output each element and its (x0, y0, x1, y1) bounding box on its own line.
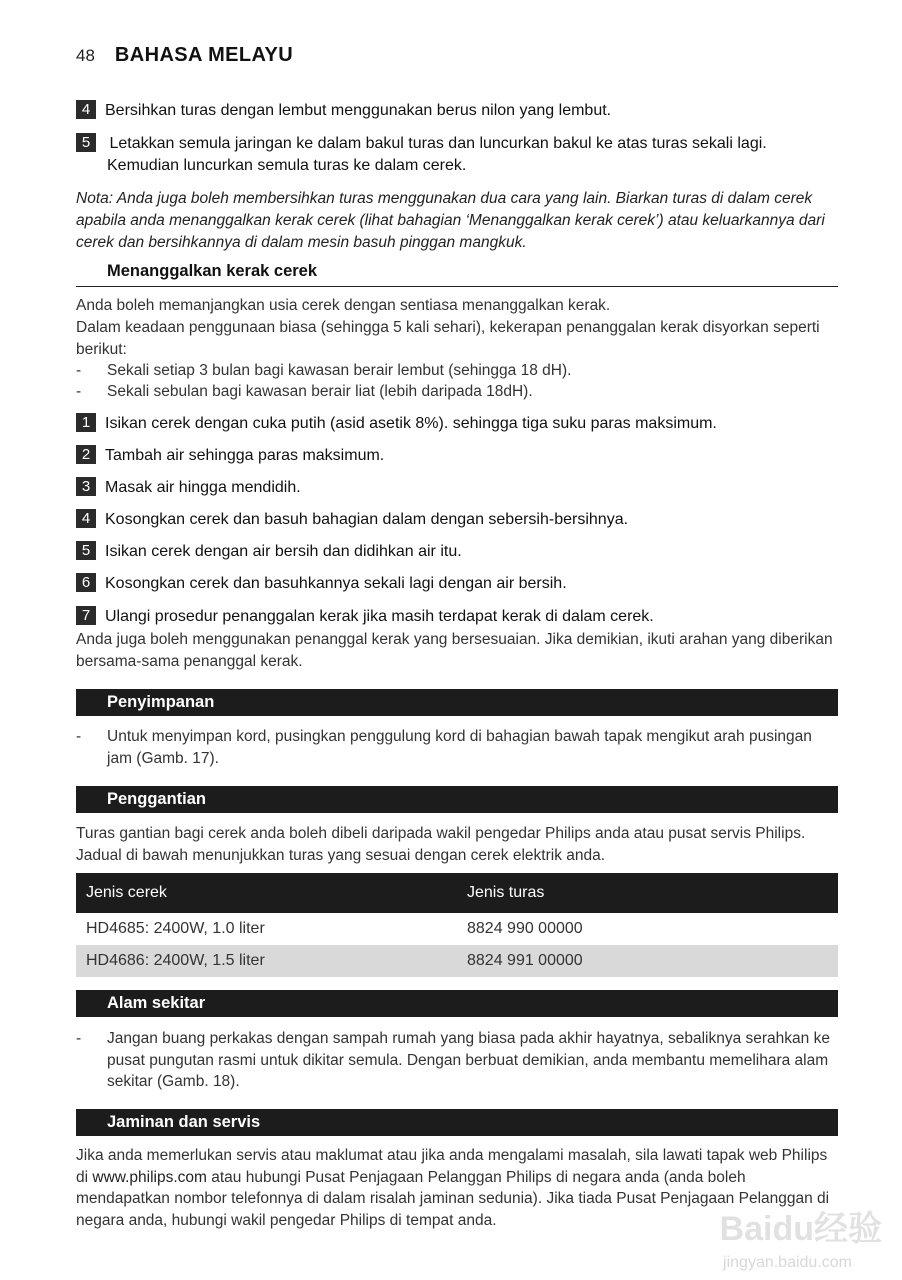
environment-bullet: - Jangan buang perkakas dengan sampah rumah yang biasa pada akhir hayatnya, sebaliknya serahkan ke pusat pungutan rasmi untuk dikitar semula. Dengan berbuat demikian, anda membantu memelihara alam sekitar (Gamb. 18). (76, 1030, 830, 1090)
storage-bullet: - Untuk menyimpan kord, pusingkan penggulung kord di bahagian bawah tapak mengikut arah pusingan jam (Gamb. 17). (76, 728, 812, 767)
section-bar-storage (76, 689, 838, 716)
section-bar-environment (76, 990, 838, 1017)
table-cell: 8824 990 00000 (467, 920, 583, 937)
page-number: 48 (76, 46, 95, 65)
descale-intro-2: Dalam keadaan penggunaan biasa (sehingga 5 kali sehari), kekerapan penanggalan kerak disyorkan seperti berikut: (76, 319, 820, 358)
step-text-continued: Kemudian luncurkan semula turas ke dalam cerek. (107, 157, 467, 174)
step-number: 5 (76, 133, 96, 152)
watermark-logo: Baidu经验 (719, 1210, 882, 1248)
environment-heading: Alam sekitar (107, 994, 206, 1012)
descale-step-2 (76, 445, 838, 467)
step-text: Isikan cerek dengan cuka putih (asid asetik 8%). sehingga tiga suku paras maksimum. (105, 415, 717, 432)
step-top-4 (76, 100, 838, 122)
table-header-kettle: Jenis cerek (76, 873, 457, 913)
step-text: Letakkan semula jaringan ke dalam bakul turas dan luncurkan bakul ke atas turas sekali lagi. (105, 135, 767, 152)
filter-table (76, 873, 838, 977)
table-header-row (76, 873, 838, 913)
step-number: 6 (76, 573, 96, 592)
step-number: 4 (76, 100, 96, 119)
step-top-5 (76, 133, 838, 177)
step-text: Kosongkan cerek dan basuh bahagian dalam dengan sebersih-bersihnya. (105, 511, 629, 528)
descale-bullet-2: - Sekali sebulan bagi kawasan berair liat (lebih daripada 18dH). (76, 383, 533, 400)
page-header (76, 44, 293, 67)
step-number: 7 (76, 606, 96, 625)
note-text: Nota: Anda juga boleh membersihkan turas menggunakan dua cara yang lain. Biarkan turas di dalam cerek apabila anda menanggalkan kerak cerek (lihat bahagian ‘Menanggalkan kerak cerek’) atau keluarkannya dari cerek dan bersihkannya di dalam mesin basuh pinggan mangkuk. (76, 190, 825, 251)
step-text: Kosongkan cerek dan basuhkannya sekali lagi dengan air bersih. (105, 575, 567, 592)
step-text: Isikan cerek dengan air bersih dan didihkan air itu. (105, 543, 462, 560)
descale-step-1 (76, 413, 838, 435)
step-text: Tambah air sehingga paras maksimum. (105, 447, 385, 464)
step-text: Masak air hingga mendidih. (105, 479, 301, 496)
section-bar-replacement (76, 786, 838, 813)
table-row (76, 913, 838, 945)
section-heading-descale (76, 260, 838, 287)
table-row (76, 945, 838, 977)
step-text: Bersihkan turas dengan lembut menggunakan berus nilon yang lembut. (105, 102, 612, 119)
table-cell: HD4686: 2400W, 1.5 liter (76, 945, 457, 977)
replacement-text: Turas gantian bagi cerek anda boleh dibeli daripada wakil pengedar Philips anda atau pusat servis Philips. Jadual di bawah menunjukkan turas yang sesuai dengan cerek elektrik anda. (76, 825, 806, 864)
storage-heading: Penyimpanan (107, 693, 215, 711)
descale-step-3 (76, 477, 838, 499)
descale-intro-1: Anda boleh memanjangkan usia cerek dengan sentiasa menanggalkan kerak. (76, 297, 611, 314)
descale-step-6 (76, 573, 838, 595)
guarantee-text: Jika anda memerlukan servis atau maklumat atau jika anda mengalami masalah, sila lawati tapak web Philips di www.philips.com atau hubungi Pusat Penjagaan Pelanggan Philips di negara anda (anda boleh mendapatkan nombor telefonnya di dalam risalah jaminan sedunia). Jika tiada Pusat Penjagaan Pelanggan di negara anda, hubungi wakil pengedar Philips di tempat anda. (76, 1147, 830, 1229)
descale-step-5 (76, 541, 838, 563)
replacement-heading: Penggantian (107, 790, 207, 808)
step-number: 2 (76, 445, 96, 464)
step-number: 4 (76, 509, 96, 528)
step-number: 3 (76, 477, 96, 496)
table-header-filter: Jenis turas (457, 873, 838, 913)
step-text: Ulangi prosedur penanggalan kerak jika masih terdapat kerak di dalam cerek. (105, 608, 654, 625)
step-number: 5 (76, 541, 96, 560)
table-cell: 8824 991 00000 (457, 945, 838, 977)
descale-outro: Anda juga boleh menggunakan penanggal kerak yang bersesuaian. Jika demikian, ikuti arahan yang diberikan bersama-sama penanggal kerak. (76, 631, 833, 670)
step-number: 1 (76, 413, 96, 432)
section-bar-guarantee (76, 1109, 838, 1136)
watermark-url: jingyan.baidu.com (723, 1254, 852, 1271)
philips-website-link[interactable]: www.philips.com (92, 1168, 207, 1186)
descale-step-4 (76, 509, 838, 531)
descale-bullet-1: - Sekali setiap 3 bulan bagi kawasan berair lembut (sehingga 18 dH). (76, 362, 572, 379)
page-language-title: BAHASA MELAYU (114, 44, 294, 66)
descale-heading: Menanggalkan kerak cerek (107, 262, 318, 280)
table-cell: HD4685: 2400W, 1.0 liter (86, 920, 265, 937)
descale-step-7 (76, 606, 838, 628)
guarantee-heading: Jaminan dan servis (107, 1113, 261, 1131)
